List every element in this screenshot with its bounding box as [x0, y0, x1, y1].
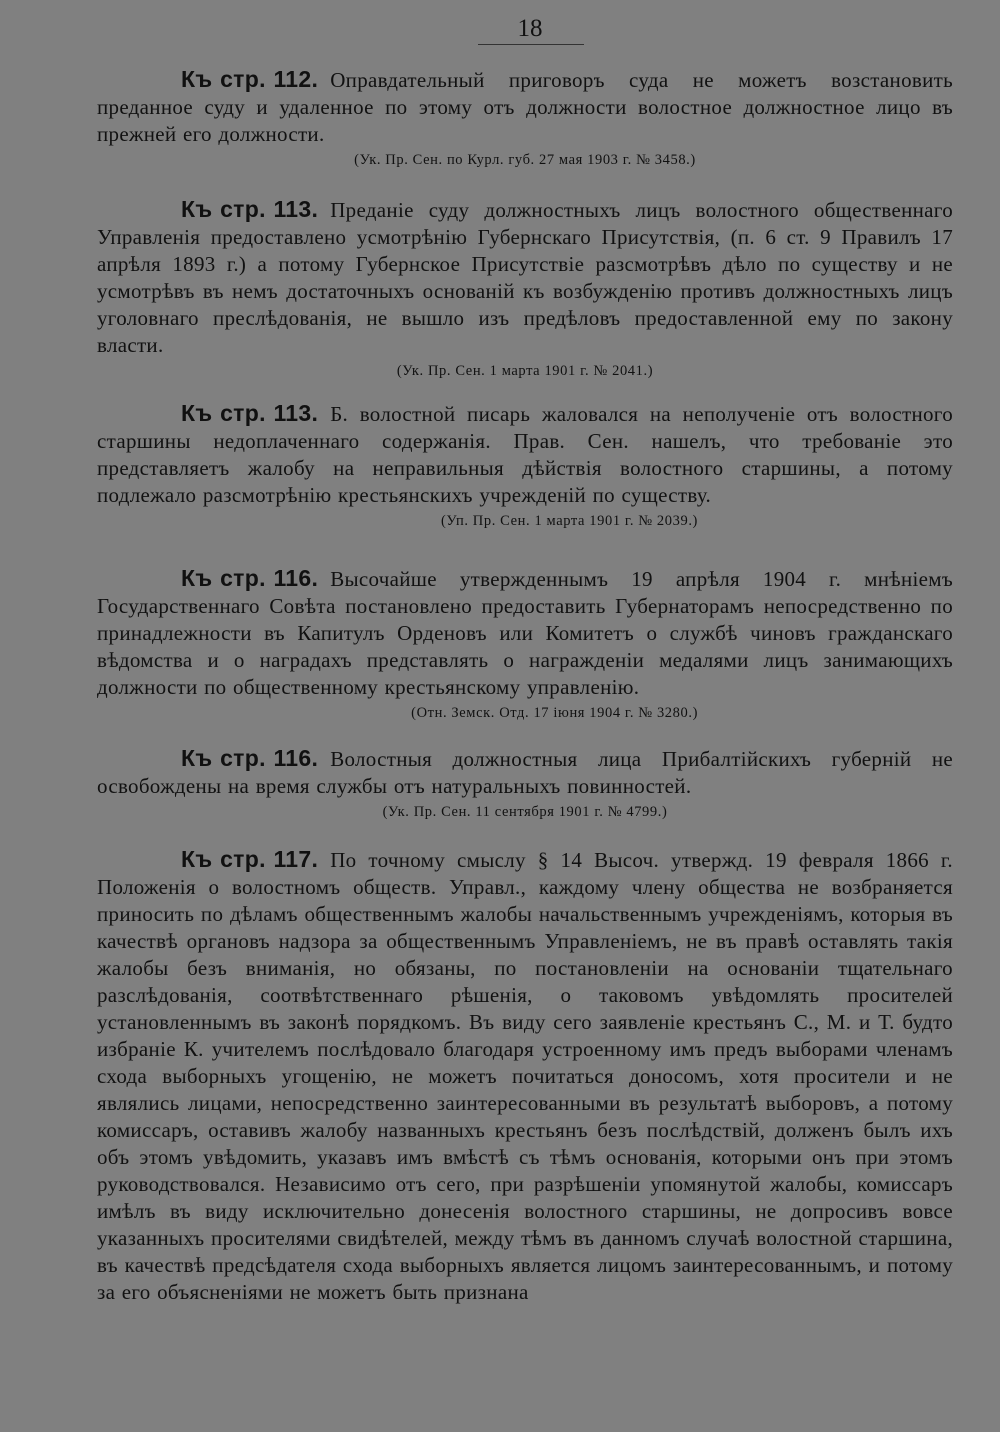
entry-citation: (Ук. Пр. Сен. 11 сентября 1901 г. № 4799.) — [382, 804, 668, 820]
entry-text: Б. волостной писарь жаловался на неполученіе отъ волостного старшины недоплаченнаго содержанія. Прав. Сен. нашелъ, что требованіе это представляетъ жалобу на неправильныя дѣйствія волостного старшины, а потому подлежало разсмотрѣнію крестьянскихъ учрежденій по существу. — [97, 402, 953, 507]
entry-reference: Къ стр. 112. — [181, 66, 319, 92]
entry-112 — [97, 66, 953, 171]
entry-paragraph — [97, 565, 953, 701]
entry-text: По точному смыслу § 14 Высоч. утвержд. 19 февраля 1866 г. Положенія о волостномъ обществ. Управл., каждому члену общества не возбраняется приносить по дѣламъ общественнымъ жалобы начальственнымъ учрежденіямъ, которыя въ качествѣ органовъ надзора за общественнымъ Управленіемъ, не въ правѣ оставлять такія жалобы безъ вниманія, но обязаны, по постановленіи на основаніи тщательнаго разслѣдованія, соотвѣтственнаго рѣшенія, о таковомъ увѣдомлять просителей установленнымъ въ законѣ порядкомъ. Въ виду сего заявленіе крестьянъ С., М. и Т. будто избраніе К. учителемъ послѣдовало благодаря устроенному имъ предъ выборами членамъ схода выборныхъ угощенію, не можетъ почитаться доносомъ, хотя просители и не являлись лицами, непосредственно заинтересованными въ результатѣ выборовъ, а потому комиссаръ, оставивъ жалобу названныхъ крестьянъ безъ послѣдствій, долженъ былъ ихъ объ этомъ увѣдомить, указавъ имъ вмѣстѣ съ тѣмъ основанія, которыми онъ при этомъ руководствовался. Независимо отъ сего, при разрѣшеніи упомянутой жалобы, комиссаръ имѣлъ въ виду исключительно донесенія волостного старшины, не допросивъ вовсе указанныхъ просителями свидѣтелей, между тѣмъ въ данномъ случаѣ волостной старшина, въ качествѣ предсѣдателя схода выборныхъ является лицомъ заинтересованнымъ, и потому за его объясненіями не можетъ быть признана — [97, 848, 953, 1304]
entry-117 — [97, 846, 953, 1306]
entry-113-b — [97, 400, 953, 532]
entry-116-a — [97, 565, 953, 724]
entry-paragraph — [97, 400, 953, 509]
entry-text: Преданіе суду должностныхъ лицъ волостного общественнаго Управленія предоставлено усмотрѣнію Губернскаго Присутствія, (п. 6 ст. 9 Правилъ 17 апрѣля 1893 г.) а потому Губернское Присутствіе разсмотрѣвъ дѣло по существу и не усмотрѣвъ въ немъ достаточныхъ основаній къ возбужденію противъ должностныхъ лицъ уголовнаго преслѣдованія, не вышло изъ предѣловъ предоставленной ему по закону власти. — [97, 198, 953, 357]
page-number: 18 — [517, 15, 543, 42]
entry-text: Высочайше утвержденнымъ 19 апрѣля 1904 г. мнѣніемъ Государственнаго Совѣта постановлено предоставить Губернаторамъ непосредственно по принадлежности въ Капитулъ Орденовъ или Комитетъ о службѣ чиновъ гражданскаго вѣдомства и о наградахъ представлять о награжденіи медалями лицъ занимающихъ должности по общественному крестьянскому управленію. — [97, 567, 953, 699]
entry-113-a — [97, 196, 953, 382]
entry-reference: Къ стр. 113. — [181, 400, 319, 426]
entry-paragraph — [97, 745, 953, 800]
entry-citation: (Отн. Земск. Отд. 17 іюня 1904 г. № 3280.) — [411, 705, 698, 721]
entry-paragraph — [97, 196, 953, 359]
entry-116-b — [97, 745, 953, 823]
entry-text: Волостныя должностныя лица Прибалтійскихъ губерній не освобождены на время службы отъ натуральныхъ повинностей. — [97, 747, 953, 798]
entry-citation: (Ук. Пр. Сен. 1 марта 1901 г. № 2041.) — [396, 363, 654, 379]
entry-citation: (Ук. Пр. Сен. по Курл. губ. 27 мая 1903 г. № 3458.) — [354, 152, 696, 168]
entry-reference: Къ стр. 116. — [181, 565, 319, 591]
page-number-rule — [478, 44, 584, 45]
entry-paragraph — [97, 66, 953, 148]
entry-reference: Къ стр. 116. — [181, 745, 319, 771]
entry-text: Оправдательный приговоръ суда не можетъ возстановить преданное суду и удаленное по этому отъ должности волостное должностное лицо въ прежней его должности. — [97, 68, 953, 146]
entry-reference: Къ стр. 113. — [181, 196, 319, 222]
entry-citation: (Уп. Пр. Сен. 1 марта 1901 г. № 2039.) — [440, 513, 698, 529]
entry-reference: Къ стр. 117. — [181, 846, 319, 872]
entry-paragraph — [97, 846, 953, 1306]
